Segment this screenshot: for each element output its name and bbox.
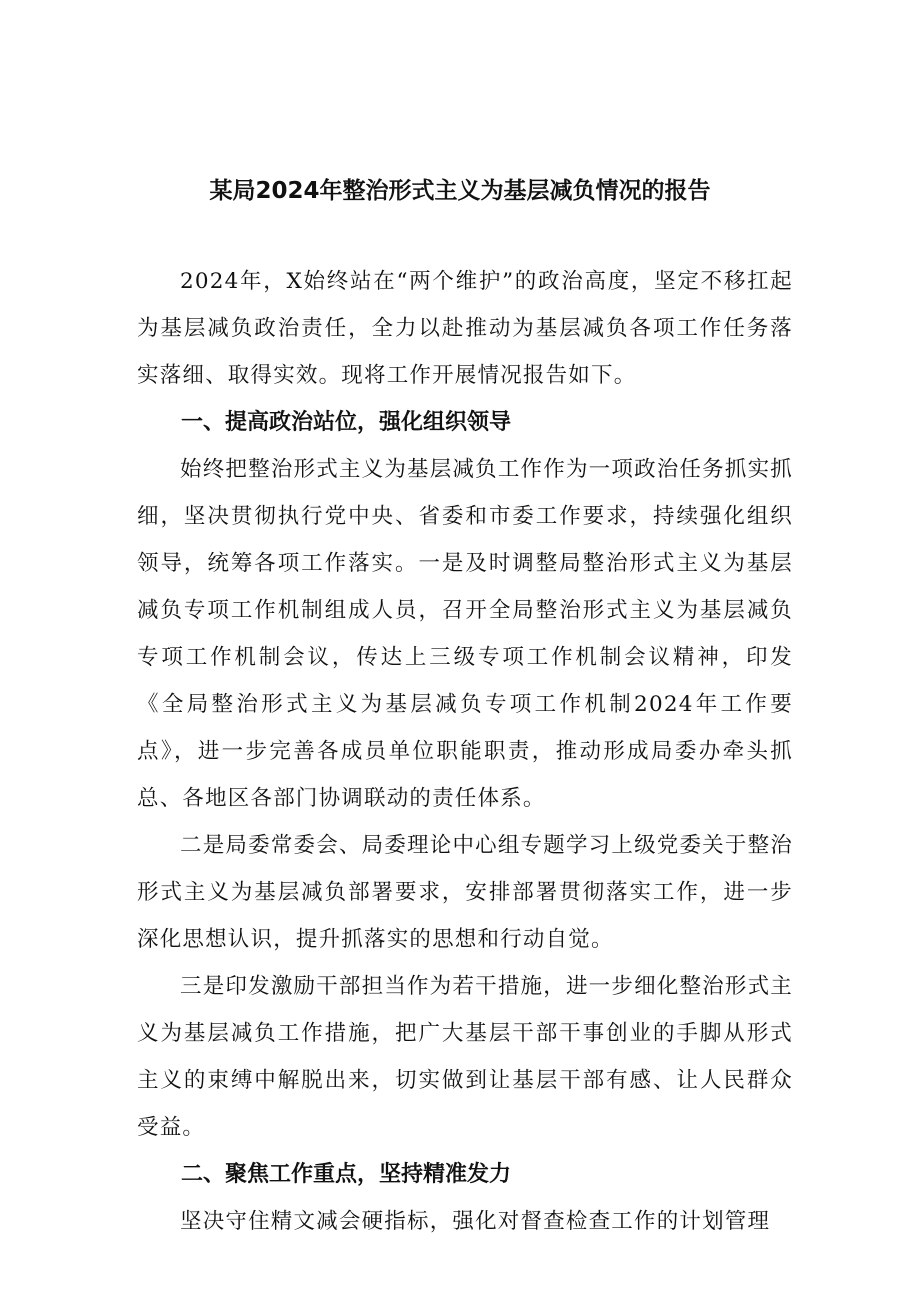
section-1-paragraph-2: 二是局委常委会、局委理论中心组专题学习上级党委关于整治形式主义为基层减负部署要求，安排部署贯彻落实工作，进一步深化思想认识，提升抓落实的思想和行动自觉。 bbox=[137, 833, 793, 952]
section-2-heading: 二、聚焦工作重点，坚持精准发力 bbox=[181, 1162, 512, 1187]
document-title: 某局2024年整治形式主义为基层减负情况的报告 bbox=[209, 178, 711, 204]
section-1-paragraph-1: 始终把整治形式主义为基层减负工作作为一项政治任务抓实抓细，坚决贯彻执行党中央、省委和市委工作要求，持续强化组织领导，统筹各项工作落实。一是及时调整局整治形式主义为基层减负专项工作机制组成人员，召开全局整治形式主义为基层减负专项工作机制会议，传达上三级专项工作机制会议精神，印发《全局整治形式主义为基层减负专项工作机制2024年工作要点》，进一步完善各成员单位职能职责，推动形成局委办牵头抓总、各地区各部门协调联动的责任体系。 bbox=[137, 457, 793, 811]
section-2-paragraph-1: 坚决守住精文减会硬指标，强化对督查检查工作的计划管理 bbox=[180, 1209, 771, 1234]
section-1-paragraph-3: 三是印发激励干部担当作为若干措施，进一步细化整治形式主义为基层减负工作措施，把广大基层干部干事创业的手脚从形式主义的束缚中解脱出来，切实做到让基层干部有感、让人民群众受益。 bbox=[137, 974, 793, 1140]
document-body bbox=[137, 258, 793, 1245]
section-1-heading: 一、提高政治站位，强化组织领导 bbox=[181, 410, 512, 435]
intro-paragraph: 2024年，X始终站在“两个维护”的政治高度，坚定不移扛起为基层减负政治责任，全力以赴推动为基层减负各项工作任务落实落细、取得实效。现将工作开展情况报告如下。 bbox=[137, 269, 793, 388]
